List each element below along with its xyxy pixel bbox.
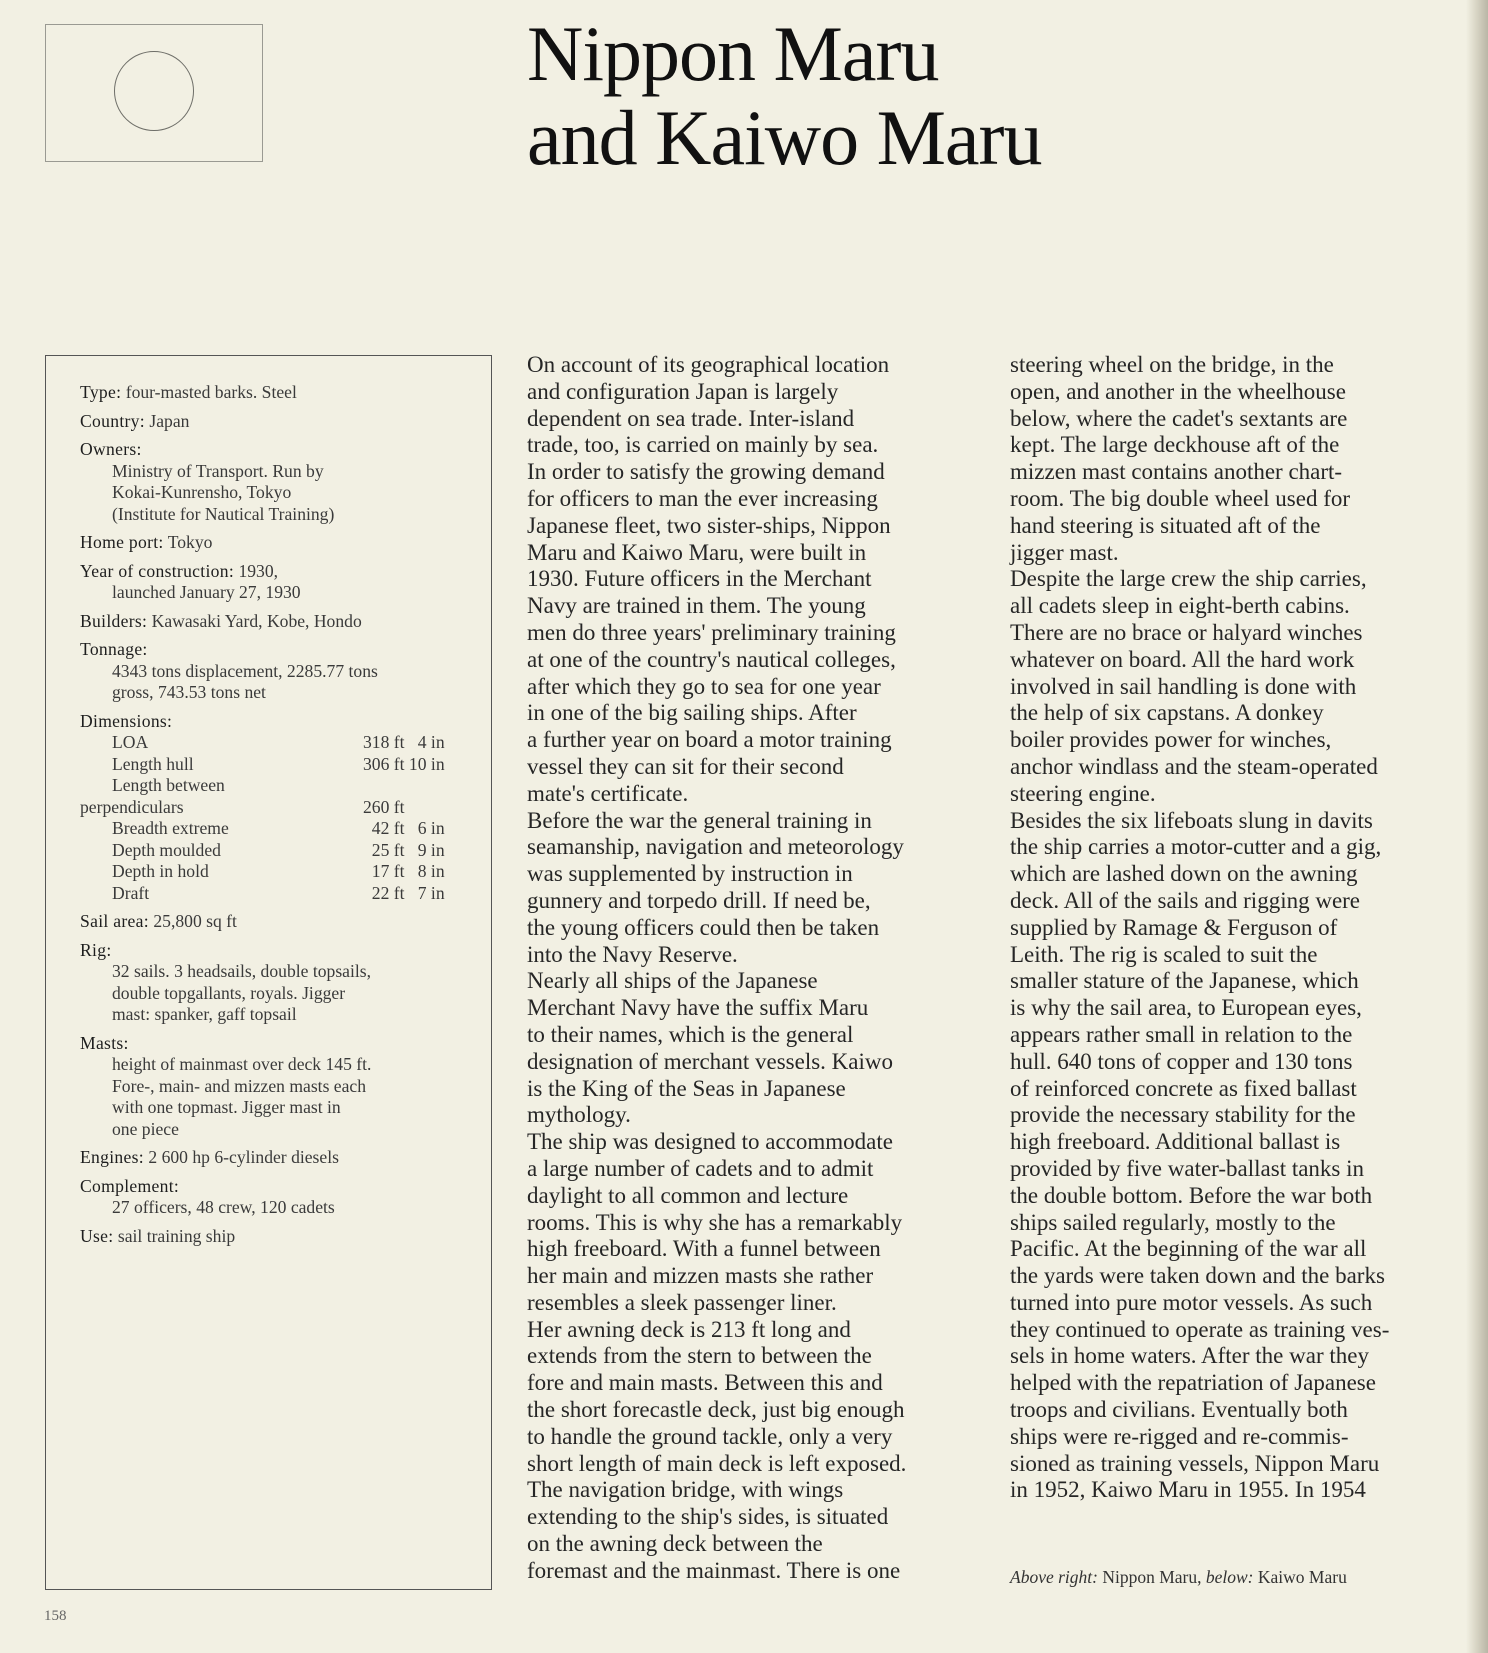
- spec-sail-area: Sail area: 25,800 sq ft: [80, 911, 237, 931]
- body-column-2: steering wheel on the bridge, in the open, and another in the wheelhouse below, where the cadet's sextants are kept. The large deckhouse aft of the mizzen mast contains another chart- room. The big double wheel used for hand steering is situated aft of the jigger mast. Despite the large crew the ship carries, all cadets sleep in eight-berth cabins. There are no brace or halyard winches whatever on board. All the hard work involved in sail handling is done with the help of six capstans. A donkey boiler provides power for winches, anchor windlass and the steam-operated steering engine. Besides the six lifeboats slung in davits the ship carries a motor-cutter and a gig, which are lashed down on the awning deck. All of the sails and rigging were supplied by Ramage & Ferguson of Leith. The rig is scaled to suit the smaller stature of the Japanese, which is why the sail area, to European eyes, appears rather small in relation to the hull. 640 tons of copper and 130 tons of reinforced concrete as fixed ballast provide the necessary stability for the high freeboard. Additional ballast is provided by five water-ballast tanks in the double bottom. Before the war both ships sailed regularly, mostly to the Pacific. At the beginning of the war all the yards were taken down and the barks turned into pure motor vessels. As such they continued to operate as training ves- sels in home waters. After the war they helped with the repatriation of Japanese troops and civilians. Eventually both ships were re-rigged and re-commis- sioned as training vessels, Nippon Maru in 1952, Kaiwo Maru in 1955. In 1954: [1010, 352, 1390, 1503]
- spec-tonnage: Tonnage: 4343 tons displacement, 2285.77 tons gross, 743.53 tons net: [80, 639, 378, 702]
- dimension-row: Length hull 306 ft 10 in: [112, 753, 445, 774]
- dimension-row: Draft 22 ft 7 in: [112, 882, 445, 903]
- spec-rig: Rig: 32 sails. 3 headsails, double topsails, double topgallants, royals. Jigger mast: spanker, gaff topsail: [80, 939, 371, 1024]
- title-line-2: and Kaiwo Maru: [527, 94, 1042, 181]
- dimension-row: LOA 318 ft 4 in: [112, 732, 445, 752]
- page-edge-shadow: [1466, 0, 1488, 1653]
- dimension-row: Length between: [112, 775, 225, 795]
- spec-dimensions: Dimensions: LOA 318 ft 4 in Length hull 306 ft 10 in Length between perpendiculars 260 ft Breadth extreme 42 ft 6 in Depth moulded 25 ft 9 in Depth in hold 17 ft 8 in Draft 22 ft 7 in: [80, 711, 491, 905]
- title-line-1: Nippon Maru: [527, 10, 939, 97]
- spec-masts: Masts: height of mainmast over deck 145 ft. Fore-, main- and mizzen masts each with one topmast. Jigger mast in one piece: [80, 1032, 372, 1139]
- spec-owners: Owners: Ministry of Transport. Run by Kokai-Kunrensho, Tokyo (Institute for Nautical Training): [80, 439, 335, 524]
- japan-flag-illustration: [45, 24, 263, 162]
- dimension-row: Depth in hold 17 ft 8 in: [112, 861, 445, 881]
- spec-type: Type: four-masted barks. Steel: [80, 382, 297, 402]
- spec-country: Country: Japan: [80, 410, 190, 431]
- specifications-box: [45, 355, 492, 1590]
- body-column-1: On account of its geographical location and configuration Japan is largely dependent on sea trade. Inter-island trade, too, is carried on mainly by sea. In order to satisfy the growing demand for officers to man the ever increasing Japanese fleet, two sister-ships, Nippon Maru and Kaiwo Maru, were built in 1930. Future officers in the Merchant Navy are trained in them. The young men do three years' preliminary training at one of the country's nautical colleges, after which they go to sea for one year in one of the big sailing ships. After a further year on board a motor training vessel they can sit for their second mate's certificate. Before the war the general training in seamanship, navigation and meteorology was supplemented by instruction in gunnery and torpedo drill. If need be, the young officers could then be taken into the Navy Reserve. Nearly all ships of the Japanese Merchant Navy have the suffix Maru to their names, which is the general designation of merchant vessels. Kaiwo is the King of the Seas in Japanese mythology. The ship was designed to accommodate a large number of cadets and to admit daylight to all common and lecture rooms. This is why she has a remarkably high freeboard. With a funnel between her main and mizzen masts she rather resembles a sleek passenger liner. Her awning deck is 213 ft long and extends from the stern to between the fore and main masts. Between this and the short forecastle deck, just big enough to handle the ground tackle, only a very short length of main deck is left exposed. The navigation bridge, with wings extending to the ship's sides, is situated on the awning deck between the foremast and the mainmast. There is one: [527, 352, 907, 1583]
- spec-use: Use: sail training ship: [80, 1225, 236, 1246]
- photo-caption: Above right: Nippon Maru, below: Kaiwo Maru: [1010, 1567, 1347, 1587]
- spec-home-port: Home port: Tokyo: [80, 532, 213, 552]
- flag-disc: [114, 51, 194, 131]
- spec-engines: Engines: 2 600 hp 6-cylinder diesels: [80, 1147, 339, 1167]
- dimension-row: Breadth extreme 42 ft 6 in: [112, 818, 445, 838]
- spec-complement: Complement: 27 officers, 48 crew, 120 cadets: [80, 1175, 335, 1217]
- dimensions-table: [80, 732, 463, 904]
- spec-year: Year of construction: 1930, launched January 27, 1930: [80, 560, 301, 602]
- spec-builders: Builders: Kawasaki Yard, Kobe, Hondo: [80, 610, 362, 631]
- page-title: [527, 12, 1042, 180]
- page-number: 158: [44, 1608, 67, 1624]
- dimension-row: Depth moulded 25 ft 9 in: [112, 839, 445, 860]
- dimension-row: perpendiculars 260 ft: [80, 796, 405, 817]
